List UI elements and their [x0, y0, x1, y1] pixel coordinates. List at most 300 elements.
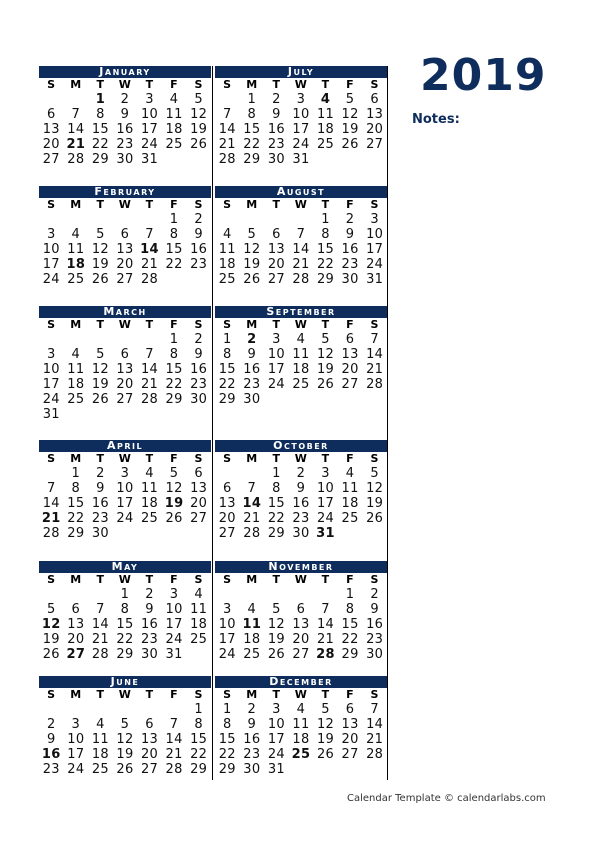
day-cell: 16 — [190, 242, 208, 257]
week-row — [39, 392, 211, 407]
day-cell: 2 — [120, 92, 130, 107]
day-cell: 8 — [222, 717, 232, 732]
month-header: April — [39, 440, 211, 452]
day-cell: 5 — [96, 227, 105, 242]
day-cell: 28 — [165, 762, 183, 777]
day-cell: 18 — [292, 362, 310, 377]
day-cell: 21 — [41, 511, 61, 526]
day-cell: 25 — [165, 137, 183, 152]
week-row — [215, 272, 387, 287]
day-cell: 6 — [71, 602, 81, 617]
empty-day-cell — [362, 392, 387, 407]
day-cell: 18 — [165, 122, 183, 137]
day-cell: 14 — [366, 347, 384, 362]
day-cell: 18 — [218, 257, 236, 272]
empty-day-cell — [186, 152, 211, 167]
day-cell: 17 — [267, 362, 285, 377]
empty-day-cell — [64, 332, 89, 347]
day-cell: 14 — [165, 732, 183, 747]
day-cell: 19 — [243, 257, 261, 272]
day-cell: 17 — [292, 122, 310, 137]
day-cell: 2 — [46, 717, 56, 732]
day-cell: 28 — [218, 152, 236, 167]
day-cell: 18 — [341, 496, 359, 511]
week-row — [215, 732, 387, 747]
weekday-label: F — [346, 573, 354, 586]
day-cell: 9 — [370, 602, 379, 617]
month-header: January — [39, 66, 211, 78]
day-cell: 31 — [140, 152, 159, 167]
day-cell: 10 — [267, 717, 285, 732]
day-cell: 8 — [169, 227, 179, 242]
day-cell: 3 — [46, 227, 56, 242]
day-cell: 27 — [140, 762, 159, 777]
weekday-label: T — [145, 688, 154, 701]
weekday-label: S — [194, 688, 203, 701]
empty-day-cell — [162, 272, 187, 287]
weekday-label: F — [170, 78, 178, 91]
weekday-label: W — [118, 78, 132, 91]
weekday-label: S — [194, 198, 203, 211]
weekday-label: T — [321, 318, 330, 331]
empty-day-cell — [88, 212, 113, 227]
day-cell: 23 — [341, 257, 359, 272]
day-cell: 23 — [292, 511, 310, 526]
day-cell: 14 — [366, 717, 384, 732]
day-cell: 31 — [267, 762, 285, 777]
day-cell: 9 — [120, 107, 130, 122]
empty-day-cell — [215, 587, 240, 602]
day-cell: 21 — [91, 632, 109, 647]
week-row — [215, 392, 387, 407]
day-cell: 3 — [370, 212, 379, 227]
day-cell: 28 — [140, 272, 159, 287]
week-row — [39, 602, 211, 617]
day-cell: 24 — [267, 747, 285, 762]
empty-day-cell — [338, 392, 363, 407]
weekday-label: T — [321, 452, 330, 465]
day-cell: 16 — [140, 617, 159, 632]
day-cell: 5 — [321, 702, 330, 717]
weekday-label: F — [346, 198, 354, 211]
day-cell: 16 — [91, 496, 109, 511]
weekday-header-row — [39, 318, 211, 332]
day-cell: 27 — [42, 152, 60, 167]
day-cell: 24 — [116, 511, 134, 526]
day-cell: 17 — [165, 617, 183, 632]
day-cell: 21 — [243, 511, 261, 526]
day-cell: 4 — [96, 717, 105, 732]
day-cell: 12 — [366, 481, 384, 496]
day-cell: 22 — [218, 747, 236, 762]
day-cell: 22 — [91, 137, 109, 152]
day-cell: 11 — [67, 362, 85, 377]
day-cell: 16 — [292, 496, 310, 511]
day-cell: 27 — [366, 137, 384, 152]
weekday-label: W — [294, 318, 308, 331]
day-cell: 26 — [165, 511, 183, 526]
day-cell: 13 — [42, 122, 60, 137]
weekday-label: W — [294, 688, 308, 701]
weekday-header-row — [215, 688, 387, 702]
week-row — [39, 647, 211, 662]
day-cell: 10 — [165, 602, 183, 617]
day-cell: 17 — [42, 377, 60, 392]
day-cell: 27 — [341, 747, 359, 762]
day-cell: 8 — [247, 107, 257, 122]
day-cell: 7 — [296, 227, 306, 242]
day-cell: 20 — [190, 496, 208, 511]
weekday-label: M — [70, 318, 82, 331]
weekday-label: S — [370, 198, 379, 211]
day-cell: 18 — [316, 122, 335, 137]
day-cell: 22 — [267, 511, 285, 526]
month-november — [215, 561, 387, 662]
day-cell: 18 — [66, 257, 86, 272]
day-cell: 11 — [341, 481, 359, 496]
day-cell: 24 — [67, 762, 85, 777]
day-cell: 3 — [222, 602, 232, 617]
day-cell: 7 — [321, 602, 330, 617]
day-cell: 7 — [370, 332, 379, 347]
day-cell: 13 — [140, 732, 159, 747]
day-cell: 23 — [243, 377, 261, 392]
weekday-header-row — [215, 198, 387, 212]
day-cell: 26 — [91, 392, 109, 407]
day-cell: 31 — [366, 272, 384, 287]
week-row — [215, 496, 387, 511]
day-cell: 9 — [247, 347, 257, 362]
day-cell: 28 — [91, 647, 109, 662]
empty-day-cell — [137, 407, 162, 422]
day-cell: 25 — [67, 392, 85, 407]
week-row — [39, 242, 211, 257]
day-cell: 4 — [145, 466, 154, 481]
week-row — [215, 762, 387, 777]
empty-day-cell — [39, 212, 64, 227]
day-cell: 18 — [243, 632, 261, 647]
day-cell: 5 — [321, 332, 330, 347]
day-cell: 26 — [243, 272, 261, 287]
week-row — [215, 747, 387, 762]
day-cell: 8 — [222, 347, 232, 362]
day-cell: 1 — [194, 702, 203, 717]
weekday-label: S — [223, 688, 232, 701]
day-cell: 1 — [120, 587, 130, 602]
day-cell: 28 — [67, 152, 85, 167]
day-cell: 10 — [140, 107, 159, 122]
day-cell: 28 — [140, 392, 159, 407]
day-cell: 25 — [67, 272, 85, 287]
day-cell: 27 — [267, 272, 285, 287]
day-cell: 11 — [292, 347, 310, 362]
day-cell: 10 — [218, 617, 236, 632]
weekday-label: W — [118, 573, 132, 586]
day-cell: 14 — [316, 617, 335, 632]
day-cell: 28 — [292, 272, 310, 287]
empty-day-cell — [362, 762, 387, 777]
day-cell: 6 — [345, 702, 355, 717]
weekday-label: F — [170, 198, 178, 211]
empty-day-cell — [215, 92, 240, 107]
week-row — [215, 377, 387, 392]
day-cell: 26 — [267, 647, 285, 662]
day-cell: 14 — [292, 242, 310, 257]
day-cell: 3 — [321, 466, 330, 481]
day-cell: 28 — [366, 747, 384, 762]
weekday-label: S — [47, 318, 56, 331]
day-cell: 26 — [316, 747, 335, 762]
empty-day-cell — [338, 526, 363, 541]
year-title: 2019 — [420, 50, 547, 101]
day-cell: 29 — [190, 762, 208, 777]
day-cell: 6 — [145, 717, 154, 732]
day-cell: 28 — [366, 377, 384, 392]
weekday-label: W — [294, 78, 308, 91]
weekday-label: T — [272, 78, 281, 91]
day-cell: 27 — [218, 526, 236, 541]
day-cell: 19 — [164, 496, 184, 511]
weekday-label: S — [47, 78, 56, 91]
weekday-header-row — [215, 318, 387, 332]
day-cell: 24 — [267, 377, 285, 392]
day-cell: 15 — [165, 242, 183, 257]
weekday-label: T — [272, 198, 281, 211]
weekday-label: M — [246, 318, 258, 331]
day-cell: 8 — [169, 347, 179, 362]
day-cell: 13 — [267, 242, 285, 257]
empty-day-cell — [362, 152, 387, 167]
weekday-header-row — [215, 452, 387, 466]
day-cell: 20 — [341, 362, 359, 377]
week-row — [39, 466, 211, 481]
day-cell: 22 — [341, 632, 359, 647]
week-row — [39, 212, 211, 227]
day-cell: 19 — [91, 257, 109, 272]
day-cell: 15 — [116, 617, 134, 632]
day-cell: 4 — [345, 466, 355, 481]
empty-day-cell — [88, 332, 113, 347]
day-cell: 17 — [366, 242, 384, 257]
day-cell: 15 — [243, 122, 261, 137]
day-cell: 5 — [247, 227, 257, 242]
day-cell: 23 — [243, 747, 261, 762]
weekday-label: T — [321, 78, 330, 91]
day-cell: 29 — [243, 152, 261, 167]
day-cell: 11 — [218, 242, 236, 257]
day-cell: 2 — [194, 332, 203, 347]
day-cell: 2 — [145, 587, 154, 602]
week-row — [39, 717, 211, 732]
day-cell: 18 — [292, 732, 310, 747]
weekday-label: M — [246, 573, 258, 586]
weekday-label: T — [145, 198, 154, 211]
day-cell: 30 — [341, 272, 359, 287]
day-cell: 2 — [194, 212, 203, 227]
day-cell: 11 — [190, 602, 208, 617]
day-cell: 13 — [190, 481, 208, 496]
day-cell: 19 — [190, 122, 208, 137]
empty-day-cell — [113, 332, 138, 347]
day-cell: 5 — [46, 602, 56, 617]
weekday-header-row — [39, 573, 211, 587]
day-cell: 24 — [42, 272, 60, 287]
week-row — [215, 227, 387, 242]
day-cell: 7 — [145, 347, 154, 362]
week-row — [39, 377, 211, 392]
day-cell: 8 — [71, 481, 81, 496]
weekday-label: W — [118, 198, 132, 211]
day-cell: 31 — [292, 152, 310, 167]
day-cell: 23 — [267, 137, 285, 152]
empty-day-cell — [64, 702, 89, 717]
week-row — [39, 407, 211, 422]
day-cell: 14 — [140, 242, 159, 257]
day-cell: 9 — [272, 107, 281, 122]
weekday-label: W — [118, 318, 132, 331]
empty-day-cell — [162, 152, 187, 167]
day-cell: 19 — [341, 122, 359, 137]
day-cell: 29 — [218, 392, 236, 407]
day-cell: 3 — [169, 587, 179, 602]
day-cell: 13 — [341, 347, 359, 362]
day-cell: 29 — [116, 647, 134, 662]
day-cell: 14 — [242, 496, 262, 511]
day-cell: 27 — [190, 511, 208, 526]
day-cell: 16 — [190, 362, 208, 377]
day-cell: 16 — [243, 732, 261, 747]
day-cell: 15 — [341, 617, 359, 632]
day-cell: 28 — [243, 526, 261, 541]
week-row — [39, 732, 211, 747]
day-cell: 12 — [316, 717, 335, 732]
day-cell: 16 — [341, 242, 359, 257]
weekday-header-row — [39, 198, 211, 212]
empty-day-cell — [64, 407, 89, 422]
day-cell: 27 — [341, 377, 359, 392]
empty-day-cell — [186, 407, 211, 422]
week-row — [215, 92, 387, 107]
day-cell: 25 — [316, 137, 335, 152]
day-cell: 1 — [345, 587, 355, 602]
day-cell: 11 — [140, 481, 159, 496]
empty-day-cell — [162, 407, 187, 422]
day-cell: 7 — [247, 481, 257, 496]
day-cell: 14 — [42, 496, 60, 511]
weekday-label: T — [96, 318, 105, 331]
day-cell: 4 — [296, 332, 306, 347]
day-cell: 16 — [243, 362, 261, 377]
day-cell: 10 — [366, 227, 384, 242]
week-row — [39, 152, 211, 167]
day-cell: 8 — [272, 481, 281, 496]
weekday-label: T — [272, 318, 281, 331]
day-cell: 28 — [42, 526, 60, 541]
day-cell: 25 — [190, 632, 208, 647]
column-divider — [387, 66, 388, 780]
empty-day-cell — [162, 526, 187, 541]
empty-day-cell — [264, 587, 289, 602]
day-cell: 8 — [194, 717, 203, 732]
day-cell: 18 — [91, 747, 109, 762]
month-header: November — [215, 561, 387, 573]
weekday-label: F — [346, 318, 354, 331]
weekday-label: S — [47, 688, 56, 701]
day-cell: 16 — [41, 747, 61, 762]
day-cell: 25 — [243, 647, 261, 662]
day-cell: 15 — [165, 362, 183, 377]
day-cell: 11 — [242, 617, 262, 632]
day-cell: 13 — [218, 496, 236, 511]
day-cell: 2 — [370, 587, 379, 602]
week-row — [215, 362, 387, 377]
weekday-label: S — [370, 452, 379, 465]
day-cell: 22 — [116, 632, 134, 647]
day-cell: 22 — [165, 377, 183, 392]
day-cell: 7 — [46, 481, 56, 496]
day-cell: 1 — [169, 332, 179, 347]
day-cell: 30 — [91, 526, 109, 541]
weekday-label: T — [321, 198, 330, 211]
day-cell: 6 — [272, 227, 281, 242]
day-cell: 21 — [292, 257, 310, 272]
week-row — [215, 632, 387, 647]
month-january — [39, 66, 211, 167]
day-cell: 15 — [218, 732, 236, 747]
week-row — [39, 496, 211, 511]
week-row — [39, 92, 211, 107]
day-cell: 24 — [292, 137, 310, 152]
empty-day-cell — [264, 392, 289, 407]
day-cell: 30 — [140, 647, 159, 662]
day-cell: 19 — [267, 632, 285, 647]
day-cell: 20 — [67, 632, 85, 647]
weekday-label: M — [70, 688, 82, 701]
day-cell: 13 — [292, 617, 310, 632]
day-cell: 2 — [96, 466, 105, 481]
day-cell: 15 — [267, 496, 285, 511]
empty-day-cell — [313, 392, 338, 407]
week-row — [39, 511, 211, 526]
day-cell: 20 — [140, 747, 159, 762]
empty-day-cell — [264, 212, 289, 227]
month-june — [39, 676, 211, 777]
weekday-header-row — [215, 78, 387, 92]
day-cell: 29 — [316, 272, 335, 287]
empty-day-cell — [215, 466, 240, 481]
weekday-label: W — [294, 452, 308, 465]
day-cell: 1 — [222, 332, 232, 347]
day-cell: 15 — [67, 496, 85, 511]
day-cell: 25 — [291, 747, 311, 762]
empty-day-cell — [88, 407, 113, 422]
day-cell: 17 — [218, 632, 236, 647]
empty-day-cell — [39, 332, 64, 347]
day-cell: 3 — [145, 92, 154, 107]
empty-day-cell — [137, 212, 162, 227]
day-cell: 3 — [120, 466, 130, 481]
weekday-label: M — [246, 688, 258, 701]
day-cell: 2 — [272, 92, 281, 107]
week-row — [39, 762, 211, 777]
weekday-label: F — [170, 573, 178, 586]
month-header: October — [215, 440, 387, 452]
week-row — [215, 466, 387, 481]
empty-day-cell — [39, 587, 64, 602]
day-cell: 1 — [321, 212, 330, 227]
weekday-label: F — [346, 688, 354, 701]
day-cell: 19 — [91, 377, 109, 392]
